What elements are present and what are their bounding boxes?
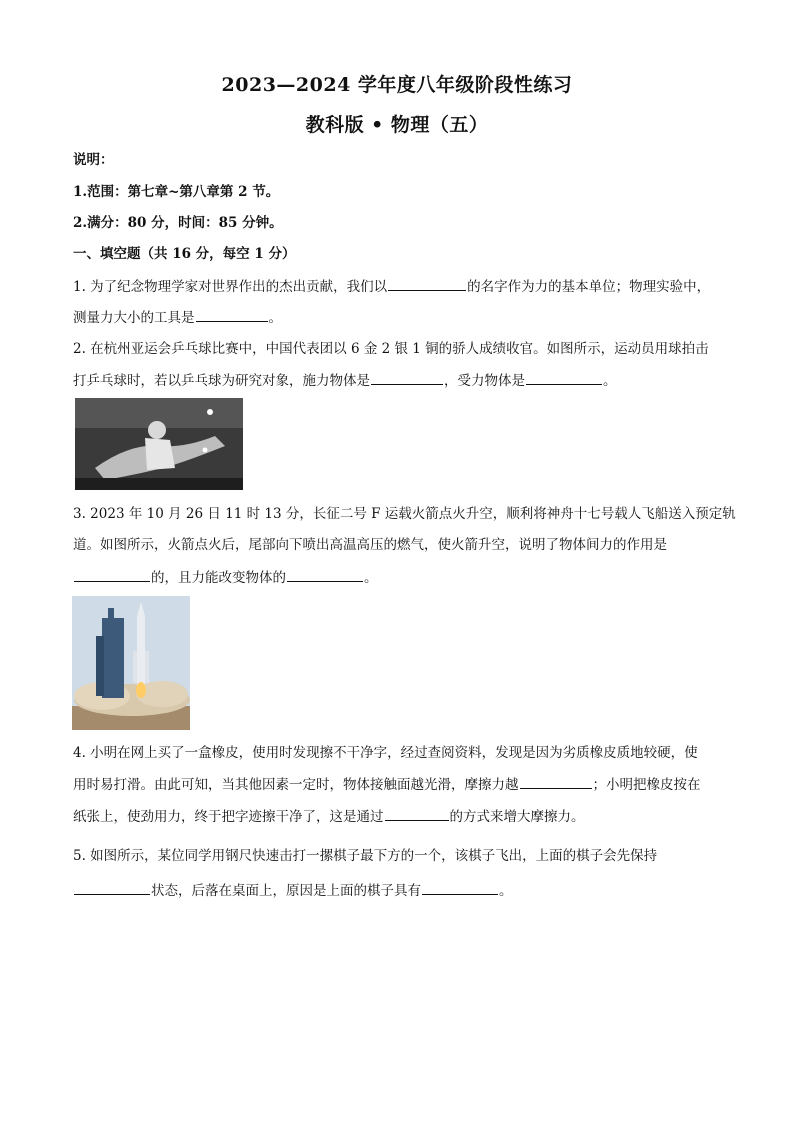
q1-text: 的名字作为力的基本单位；物理实验中， [467, 279, 711, 295]
q2-text: 。 [603, 373, 617, 389]
q3-text: 。 [364, 570, 378, 586]
answer-blank[interactable] [520, 774, 592, 789]
q1-text: 1. 为了纪念物理学家对世界作出的杰出贡献，我们以 [73, 279, 388, 295]
answer-blank[interactable] [371, 370, 443, 385]
question-2-line-2 [73, 370, 733, 391]
rocket-launch-photo [72, 596, 190, 730]
question-3-line-2: 道。如图所示，火箭点火后，尾部向下喷出高温高压的燃气，使火箭升空，说明了物体间力的作用是 [73, 537, 667, 553]
question-5-line-2 [73, 880, 733, 901]
table-tennis-photo [75, 398, 243, 490]
question-4-line-3 [73, 806, 733, 827]
notes-score-time: 2.满分：80 分，时间：85 分钟。 [73, 215, 283, 231]
q5-text: 状态，后落在桌面上，原因是上面的棋子具有 [151, 883, 421, 899]
answer-blank[interactable] [385, 806, 449, 821]
answer-blank[interactable] [74, 567, 150, 582]
question-2-line-1: 2. 在杭州亚运会乒乓球比赛中，中国代表团以 6 金 2 银 1 铜的骄人成绩收官。如图所示，运动员用球拍击 [73, 341, 709, 357]
section-heading: 一、填空题（共 16 分，每空 1 分） [73, 246, 296, 262]
q4-text: 的方式来增大摩擦力。 [449, 809, 585, 825]
q1-text: 。 [268, 310, 282, 326]
q2-text: 打乒乓球时，若以乒乓球为研究对象，施力物体是 [73, 373, 370, 389]
q4-text: 纸张上，使劲用力，终于把字迹擦干净了，这是通过 [73, 809, 384, 825]
q3-text: 的，且力能改变物体的 [151, 570, 286, 586]
answer-blank[interactable] [526, 370, 602, 385]
q2-text: ，受力物体是 [444, 373, 525, 389]
exam-title: 2023—2024 学年度八年级阶段性练习 [221, 74, 573, 96]
answer-blank[interactable] [422, 880, 498, 895]
exam-subtitle: 教科版 • 物理（五） [305, 114, 489, 136]
answer-blank[interactable] [196, 307, 268, 322]
q5-text: 。 [499, 883, 513, 899]
question-4-line-2 [73, 774, 733, 795]
q4-text: 用时易打滑。由此可知，当其他因素一定时，物体接触面越光滑，摩擦力越 [73, 777, 519, 793]
question-5-line-1: 5. 如图所示，某位同学用钢尺快速击打一摞棋子最下方的一个，该棋子飞出，上面的棋子会先保持 [73, 848, 658, 864]
notes-heading: 说明： [73, 152, 114, 168]
question-3-line-3 [73, 567, 733, 588]
notes-scope: 1.范围：第七章~第八章第 2 节。 [73, 184, 280, 200]
question-4-line-1: 4. 小明在网上买了一盒橡皮，使用时发现擦不干净字，经过查阅资料，发现是因为劣质橡皮质地较硬，使 [73, 745, 698, 761]
q1-text: 测量力大小的工具是 [73, 310, 195, 326]
q4-text: ；小明把橡皮按在 [592, 777, 701, 793]
answer-blank[interactable] [287, 567, 363, 582]
question-1-line-2 [73, 307, 733, 328]
answer-blank[interactable] [74, 880, 150, 895]
answer-blank[interactable] [388, 276, 466, 291]
question-1-line-1 [73, 276, 733, 297]
question-3-line-1: 3. 2023 年 10 月 26 日 11 时 13 分，长征二号 F 运载火箭点火升空，顺利将神舟十七号载人飞船送入预定轨 [73, 506, 736, 522]
